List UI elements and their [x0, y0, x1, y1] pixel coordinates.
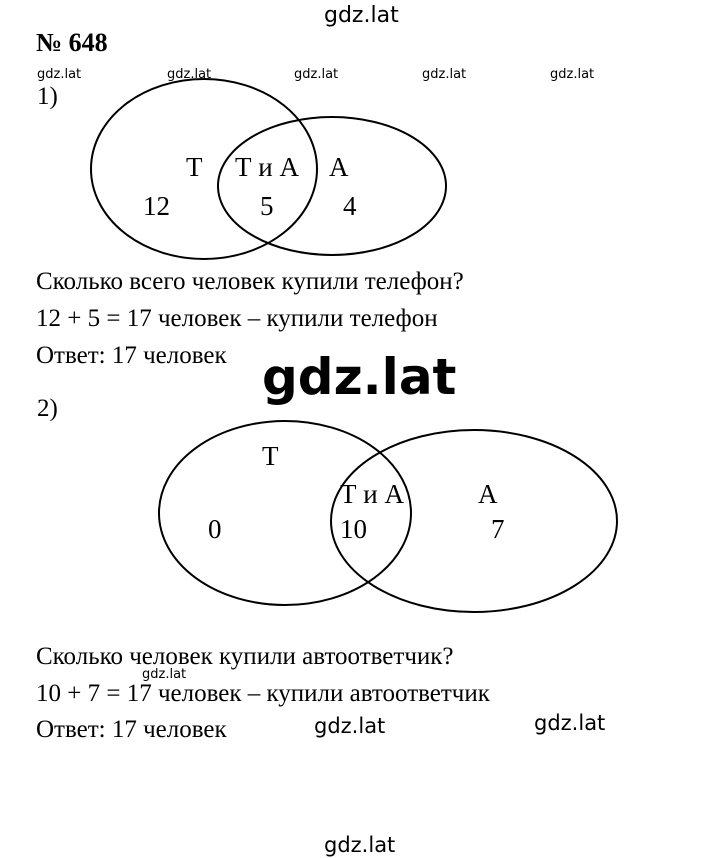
watermark-row-2: gdz.lat [167, 67, 212, 82]
venn1-left-value: 12 [143, 191, 170, 221]
venn2-right-ellipse [331, 430, 617, 612]
watermark-bottom-left: gdz.lat [314, 714, 386, 738]
venn2-middle-label: Т и А [340, 479, 404, 509]
venn2-left-ellipse [159, 421, 411, 605]
watermark-row-3: gdz.lat [294, 67, 339, 82]
venn1-right-ellipse [218, 117, 446, 255]
watermark-top: gdz.lat [324, 3, 399, 28]
watermark-bottom-right: gdz.lat [534, 711, 606, 735]
venn1-left-label: Т [186, 152, 203, 182]
watermark-footer: gdz.lat [324, 833, 396, 857]
venn2-right-value: 7 [491, 514, 505, 544]
venn1-right-label: А [329, 152, 349, 182]
part2-label: 2) [37, 395, 58, 422]
watermark-row-4: gdz.lat [422, 67, 467, 82]
venn2-left-label: Т [262, 441, 279, 471]
watermark-big: gdz.lat [262, 348, 457, 406]
part1-question: Сколько всего человек купили телефон? [36, 268, 464, 295]
part2-answer: Ответ: 17 человек [36, 716, 227, 743]
watermark-row-1: gdz.lat [37, 67, 82, 82]
part1-answer: Ответ: 17 человек [36, 342, 227, 369]
watermark-row-5: gdz.lat [550, 67, 595, 82]
venn1-middle-value: 5 [260, 191, 274, 221]
venn2-middle-value: 10 [340, 514, 367, 544]
part1-solution: 12 + 5 = 17 человек – купили телефон [36, 305, 438, 332]
part1-label: 1) [37, 83, 58, 110]
venn2-left-value: 0 [208, 514, 222, 544]
venn1-middle-label: Т и А [235, 152, 299, 182]
part2-question: Сколько человек купили автоответчик? [36, 643, 454, 670]
problem-number: № 648 [36, 28, 108, 57]
part2-solution: 10 + 7 = 17 человек – купили автоответчик [36, 680, 490, 707]
venn2-right-label: А [478, 479, 498, 509]
watermark-small-mid: gdz.lat [142, 667, 187, 682]
venn1-right-value: 4 [343, 191, 357, 221]
